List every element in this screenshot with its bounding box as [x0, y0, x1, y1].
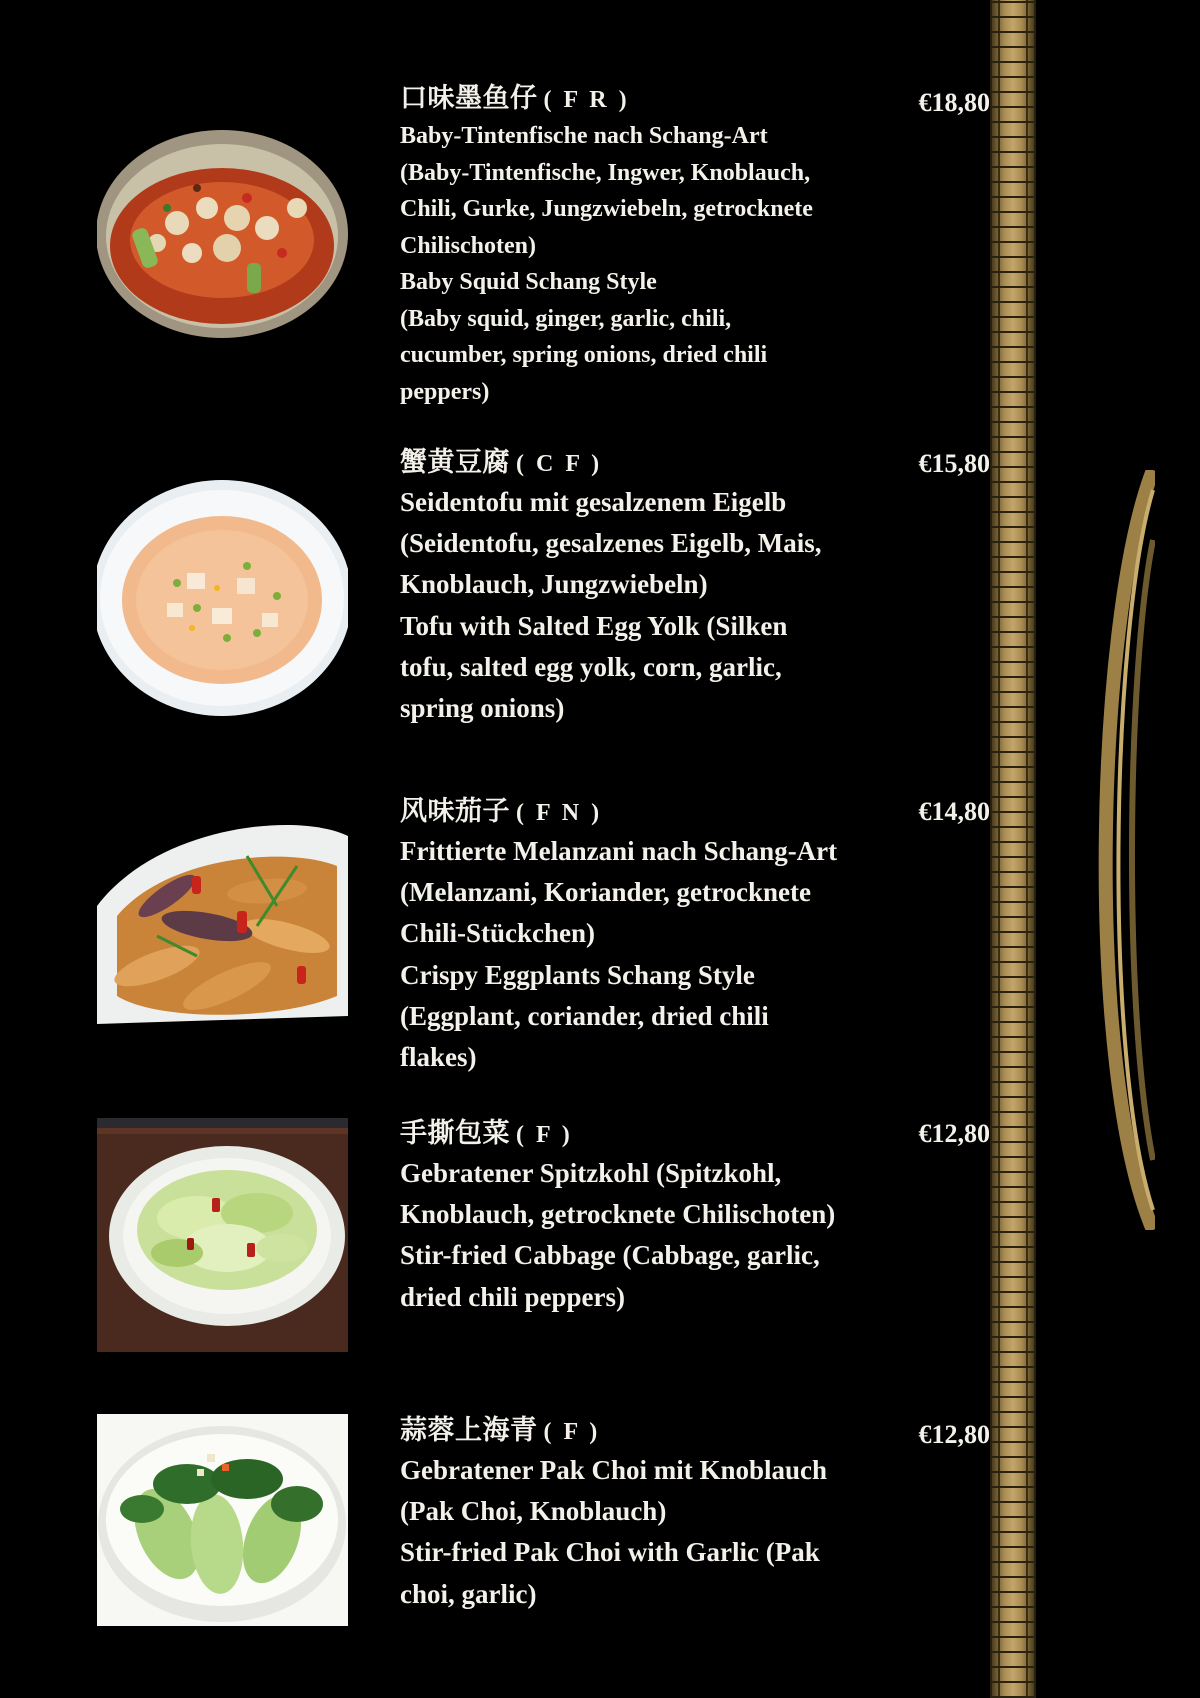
- dish-description-line: choi, garlic): [400, 1578, 537, 1609]
- dish-price: €14,80: [918, 797, 990, 826]
- dish-description-line: spring onions): [400, 693, 565, 724]
- dish-description-line: Baby Squid Schang Style: [400, 269, 657, 295]
- dish-description-line: Gebratener Pak Choi mit Knoblauch: [400, 1455, 828, 1485]
- dish-description-line: (Seidentofu, gesalzenes Eigelb, Mais,: [400, 528, 822, 559]
- dish-description-line: Chili, Gurke, Jungzwiebeln, getrocknete: [400, 196, 813, 222]
- dish-title: [400, 1412, 900, 1450]
- dish-description-line: (Baby squid, ginger, garlic, chili,: [400, 305, 732, 332]
- dish-description-line: (Eggplant, coriander, dried chili: [400, 1000, 769, 1031]
- baby-squid-dish-photo: [97, 128, 348, 340]
- dish-name-chinese: 口味墨鱼仔: [400, 83, 538, 114]
- dish-description-line: Frittierte Melanzani nach Schang-Art: [400, 836, 838, 866]
- allergen-code: ( C F ): [516, 451, 603, 477]
- dish-description-line: Crispy Eggplants Schang Style: [400, 959, 755, 990]
- dish-price: €12,80: [918, 1420, 990, 1449]
- allergen-code: ( F N ): [516, 800, 603, 826]
- dish-description-line: Gebratener Spitzkohl (Spitzkohl,: [400, 1158, 782, 1188]
- allergen-code: ( F ): [516, 1122, 573, 1148]
- dish-description-line: Seidentofu mit gesalzenem Eigelb: [400, 487, 787, 517]
- greek-key-border: [990, 0, 1036, 1698]
- dish-price: €18,80: [918, 88, 990, 117]
- crispy-eggplant-dish-photo: [97, 816, 348, 1024]
- dish-price: €15,80: [918, 449, 990, 478]
- dish-description-line: Stir-fried Cabbage (Cabbage, garlic,: [400, 1240, 820, 1271]
- dish-description-line: Stir-fried Pak Choi with Garlic (Pak: [400, 1537, 820, 1568]
- dish-description-line: Tofu with Salted Egg Yolk (Silken: [400, 610, 788, 641]
- dish-title: [400, 444, 900, 482]
- dish-description-line: dried chili peppers): [400, 1281, 626, 1312]
- dish-name-chinese: 蟹黄豆腐: [400, 447, 510, 478]
- dish-description-line: (Melanzani, Koriander, getrocknete: [400, 877, 811, 908]
- dish-title: [400, 793, 900, 831]
- dish-name-chinese: 手撕包菜: [400, 1118, 510, 1149]
- dish-name-chinese: 蒜蓉上海青: [400, 1415, 538, 1446]
- dish-description-line: flakes): [400, 1042, 477, 1073]
- dish-description-line: (Pak Choi, Knoblauch): [400, 1496, 667, 1527]
- dish-description-line: cucumber, spring onions, dried chili: [400, 342, 768, 368]
- dish-title: [400, 80, 900, 118]
- dish-description-line: Knoblauch, Jungzwiebeln): [400, 569, 708, 600]
- dish-description-line: Knoblauch, getrocknete Chilischoten): [400, 1199, 836, 1230]
- dish-title: [400, 1115, 900, 1153]
- pak-choi-dish-photo: [97, 1414, 348, 1626]
- allergen-code: ( F R ): [543, 87, 630, 113]
- dish-description-line: (Baby-Tintenfische, Ingwer, Knoblauch,: [400, 159, 811, 186]
- dish-description-line: tofu, salted egg yolk, corn, garlic,: [400, 651, 782, 682]
- tofu-egg-yolk-dish-photo: [97, 478, 348, 718]
- dish-description-line: Chilischoten): [400, 232, 537, 259]
- stir-fried-cabbage-dish-photo: [97, 1118, 348, 1352]
- dish-description-line: Chili-Stückchen): [400, 918, 596, 949]
- dish-description-line: peppers): [400, 378, 490, 405]
- dish-description-line: Baby-Tintenfische nach Schang-Art: [400, 123, 768, 149]
- golden-arc-decoration: [1075, 470, 1155, 1230]
- dish-name-chinese: 风味茄子: [400, 796, 510, 827]
- dish-price: €12,80: [918, 1119, 990, 1148]
- allergen-code: ( F ): [543, 1419, 601, 1445]
